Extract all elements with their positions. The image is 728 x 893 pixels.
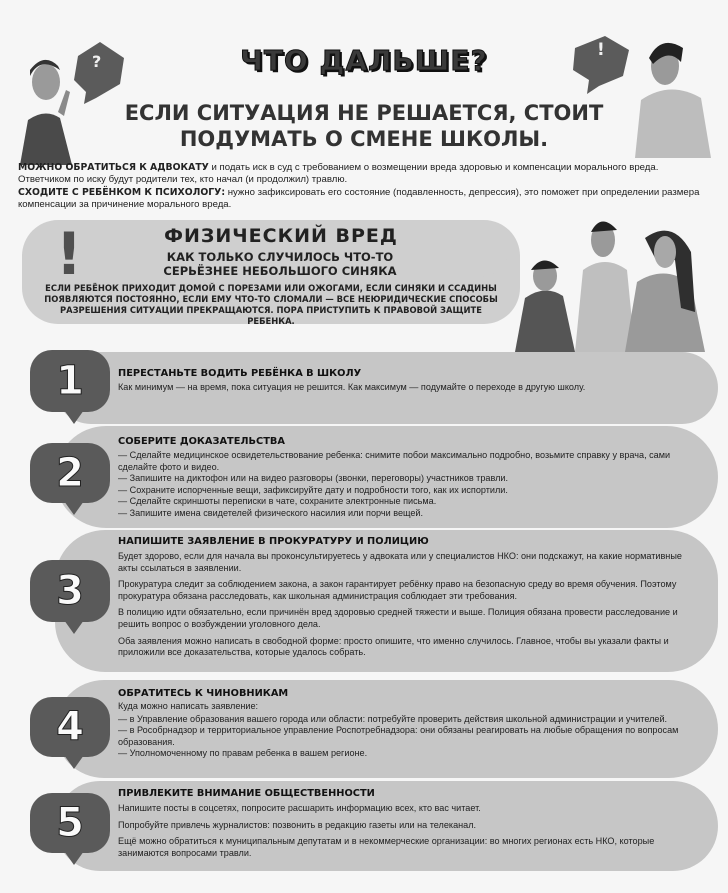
step-4-paragraph: Куда можно написать заявление: xyxy=(118,701,259,711)
step-5-body xyxy=(118,803,688,864)
step-1-paragraph: Как минимум — на время, пока ситуация не решится. Как максимум — подумайте о переходе в другую школу. xyxy=(118,382,586,392)
step-5-number: 5 xyxy=(56,800,84,846)
psychologist-advice-lead: СХОДИТЕ С РЕБЁНКОМ К ПСИХОЛОГУ: xyxy=(18,187,226,198)
question-mark: ? xyxy=(92,52,102,71)
step-2-badge xyxy=(30,443,110,503)
step-2-item: — Запишите имена свидетелей физического насилия или порчи вещей. xyxy=(118,507,424,518)
step-4-body xyxy=(118,701,688,760)
step-2-badge-tail xyxy=(64,501,84,515)
step-3-paragraph: Будет здорово, если для начала вы проконсультируетесь у адвоката или у специалистов НКО: они подскажут, на какие нормативные акты ссылаться в заявлении. xyxy=(118,551,682,573)
step-1-badge-tail xyxy=(64,410,84,424)
psychologist-advice-text: нужно зафиксировать его состояние (подавленность, депрессия), это поможет при определении размера компенсации за причинение морального вреда. xyxy=(18,187,700,210)
step-3-body xyxy=(118,551,688,664)
physical-harm-title: ФИЗИЧЕСКИЙ ВРЕД xyxy=(164,225,398,247)
step-4-badge xyxy=(30,697,110,757)
step-2-item: — Сделайте скриншоты переписки в чате, сохраните электронные письма. xyxy=(118,496,437,507)
lawyer-advice-lead: МОЖНО ОБРАТИТЬСЯ К АДВОКАТУ xyxy=(18,162,209,173)
step-3-paragraph: В полицию идти обязательно, если причинён вред здоровью средней тяжести и выше. Полиция обязана провести расследование и решить вопрос о возбуждении уголовного дела. xyxy=(118,607,678,629)
step-5-paragraph: Попробуйте привлечь журналистов: позвонить в редакцию газеты или на телеканал. xyxy=(118,819,477,830)
step-2-item: — Запишите на диктофон или на видео разговоры (звонки, переговоры) участников травли. xyxy=(118,473,508,484)
page-title: ЧТО ДАЛЬШЕ? xyxy=(240,44,488,77)
step-1-title: ПЕРЕСТАНЬТЕ ВОДИТЬ РЕБЁНКА В ШКОЛУ xyxy=(118,368,362,379)
physical-harm-subtitle: КАК ТОЛЬКО СЛУЧИЛОСЬ ЧТО-ТО СЕРЬЁЗНЕЕ НЕБОЛЬШОГО СИНЯКА xyxy=(163,250,397,278)
step-3-paragraph: Оба заявления можно написать в свободной форме: просто опишите, что именно случилось. Главное, чтобы вы указали факты и приложили все доказательства, которые удалось собрать. xyxy=(118,635,669,658)
step-5-badge xyxy=(30,793,110,853)
step-3-badge xyxy=(30,560,110,622)
family-illustration xyxy=(505,212,715,352)
step-4-title: ОБРАТИТЕСЬ К ЧИНОВНИКАМ xyxy=(118,688,289,699)
exclamation-icon: ! xyxy=(55,220,83,288)
lawyer-advice-text: и подать иск в суд с требованием о возмещении вреда здоровью и компенсации морального вреда. Ответчиком по иску будут родители тех, кто начал (и продолжил) травлю. xyxy=(18,162,659,185)
step-3-badge-tail xyxy=(64,620,84,634)
step-2-title: СОБЕРИТЕ ДОКАЗАТЕЛЬСТВА xyxy=(118,436,285,447)
psychologist-advice xyxy=(18,187,708,211)
step-3-paragraph: Прокуратура следит за соблюдением закона, а закон гарантирует ребёнку право на безопасную среду во время обучения. Поэтому прокуратура обязана расследовать, как школьная администрация соблюдает эти требования. xyxy=(118,579,677,601)
step-3-number: 3 xyxy=(56,568,84,614)
step-5-title: ПРИВЛЕКИТЕ ВНИМАНИЕ ОБЩЕСТВЕННОСТИ xyxy=(118,788,375,799)
step-1-number: 1 xyxy=(56,358,84,404)
step-5-paragraph: Ещё можно обратиться к муниципальным депутатам и в некоммерческие организации: во многих регионах есть НКО, которые занимаются вопросами травли. xyxy=(118,836,655,858)
step-4-badge-tail xyxy=(64,755,84,769)
lawyer-advice xyxy=(18,162,708,186)
step-3-title: НАПИШИТЕ ЗАЯВЛЕНИЕ В ПРОКУРАТУРУ И ПОЛИЦИЮ xyxy=(118,536,429,547)
step-5-badge-tail xyxy=(64,851,84,865)
step-2-item: — Сделайте медицинское освидетельствование ребенка: снимите побои максимально подробно, возьмите справку у врача, сами сделайте фото и видео. xyxy=(118,450,671,472)
step-4-number: 4 xyxy=(56,704,84,750)
step-2-item: — Сохраните испорченные вещи, зафиксируйте дату и подробности того, как их испортили. xyxy=(118,484,508,495)
physical-harm-body: ЕСЛИ РЕБЁНОК ПРИХОДИТ ДОМОЙ С ПОРЕЗАМИ ИЛИ ОЖОГАМИ, ЕСЛИ СИНЯКИ И ССАДИНЫ ПОЯВЛЯЮТСЯ ПОСТОЯННО, ЕСЛИ ЕМУ ЧТО-ТО СЛОМАЛИ — ВСЕ НЕЮРИДИЧЕСКИЕ СПОСОБЫ РАЗРЕШЕНИЯ СИТУАЦИИ ПРЕКРАЩАЮТСЯ. ПОРА ПРИСТУПИТЬ К ПРАВОВОЙ ЗАЩИТЕ РЕБЕНКА. xyxy=(44,283,498,326)
step-2-body xyxy=(118,450,688,520)
step-4-item: — в Рособрнадзор и территориальное управление Роспотребнадзора: они обязаны реагировать на любые обращения по вопросам образования. xyxy=(118,725,679,747)
step-4-item: — Уполномоченному по правам ребенка в вашем регионе. xyxy=(118,748,368,759)
step-1-body xyxy=(118,382,688,399)
step-5-paragraph: Напишите посты в соцсетях, попросите расшарить информацию всех, кто вас читает. xyxy=(118,803,481,813)
step-4-item: — в Управление образования вашего города или области: потребуйте проверить действия школьной администрации и учителей. xyxy=(118,713,668,724)
step-1-badge xyxy=(30,350,110,412)
page-subtitle: ЕСЛИ СИТУАЦИЯ НЕ РЕШАЕТСЯ, СТОИТ ПОДУМАТЬ О СМЕНЕ ШКОЛЫ. xyxy=(124,101,604,151)
step-2-number: 2 xyxy=(56,450,84,496)
exclamation-mark: ! xyxy=(597,40,605,60)
